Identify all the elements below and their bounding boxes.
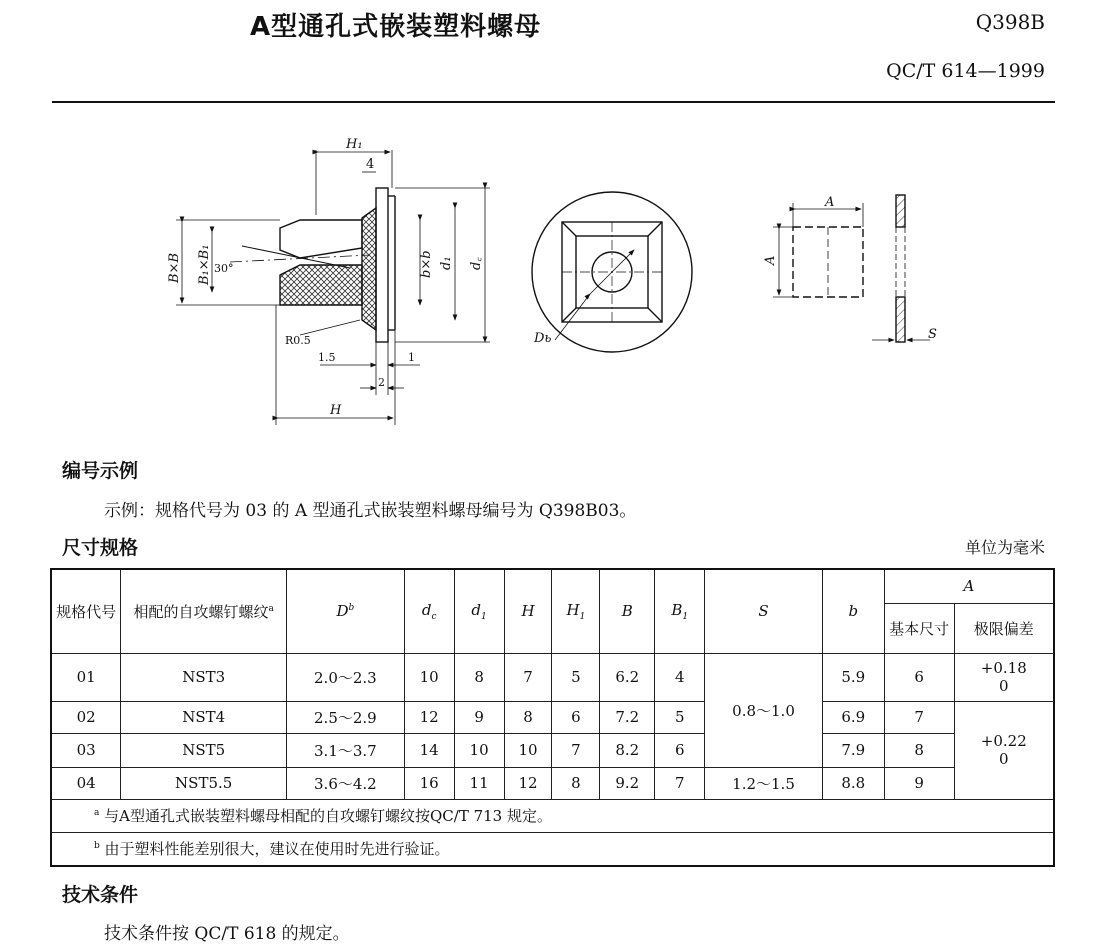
header-b: b [822, 569, 884, 653]
part-code: Q398B [975, 10, 1045, 34]
header-A: A [884, 569, 1054, 603]
example-heading: 编号示例 [62, 460, 139, 482]
tech-heading: 技术条件 [62, 884, 139, 906]
label-BxB: B×B [167, 253, 182, 283]
standard-number: QC/T 614—1999 [886, 60, 1045, 82]
tolerance-cell-1: +0.18 0 [954, 653, 1054, 701]
label-four: 4 [366, 157, 375, 172]
S-row4-cell: 1.2～1.5 [705, 767, 823, 799]
unit-note: 单位为毫米 [964, 538, 1045, 557]
table-footnote-b: $^b$ 由于塑料性能差别很大，建议在使用时先进行验证。 [51, 832, 1054, 866]
example-text: 示例：规格代号为 03 的 A 型通孔式嵌装塑料螺母编号为 Q398B03。 [104, 501, 637, 521]
panel-view [773, 195, 930, 342]
header-rule [52, 101, 1055, 103]
table-row: 02 NST4 2.5～2.9 12 9 8 6 7.2 5 6.9 7 +0.22 0 [51, 701, 1054, 733]
header-D: $D^b$ [287, 569, 405, 653]
header-thread: 相配的自攻螺钉螺纹$^a$ [121, 569, 287, 653]
label-bxb: b×b [419, 250, 434, 278]
label-1-5: 1.5 [318, 351, 336, 364]
header-d1: $d_1$ [454, 569, 504, 653]
technical-drawing [0, 110, 1100, 450]
table-row: 04 NST5.5 3.6～4.2 16 11 12 8 9.2 7 1.2～1.5 8.8 9 [51, 767, 1054, 799]
label-S: S [928, 327, 937, 342]
label-d1: d₁ [439, 256, 454, 270]
table-row: 03 NST5 3.1～3.7 14 10 10 7 8.2 6 7.9 8 [51, 733, 1054, 767]
label-2: 2 [378, 376, 385, 389]
table-row: 01 NST3 2.0～2.3 10 8 7 5 6.2 4 0.8～1.0 5.9 6 +0.18 0 [51, 653, 1054, 701]
header-S: S [705, 569, 823, 653]
label-H1: H₁ [346, 137, 363, 152]
label-A-side: A [763, 255, 778, 265]
label-B1xB1: B₁×B₁ [197, 244, 212, 285]
header-B: B [600, 569, 655, 653]
dimension-table [50, 568, 1055, 867]
label-1: 1 [408, 351, 415, 364]
header-B1: $B_1$ [655, 569, 705, 653]
header-spec: 规格代号 [51, 569, 121, 653]
front-view [532, 192, 692, 352]
label-Db: Dь [534, 331, 552, 346]
tolerance-cell-2: +0.22 0 [954, 701, 1054, 799]
header-A-tolerance: 极限偏差 [954, 603, 1054, 653]
header-H1: $H_1$ [552, 569, 600, 653]
S-merged-cell: 0.8～1.0 [705, 653, 823, 767]
table-footnote-a: $^a$ 与A型通孔式嵌装塑料螺母相配的自攻螺钉螺纹按QC/T 713 规定。 [51, 799, 1054, 832]
label-H: H [330, 403, 342, 418]
tech-text: 技术条件按 QC/T 618 的规定。 [104, 924, 350, 944]
label-R: R0.5 [285, 334, 311, 347]
label-A-top: A [825, 195, 835, 210]
header-H: H [504, 569, 552, 653]
document-title: A型通孔式嵌装塑料螺母 [250, 12, 542, 42]
header-dc: $d_c$ [404, 569, 454, 653]
dimensions-heading: 尺寸规格 [62, 537, 139, 559]
side-view [176, 150, 490, 425]
header-A-basic: 基本尺寸 [884, 603, 954, 653]
label-angle: 30° [214, 262, 234, 275]
label-dc: d꜀ [469, 257, 484, 270]
